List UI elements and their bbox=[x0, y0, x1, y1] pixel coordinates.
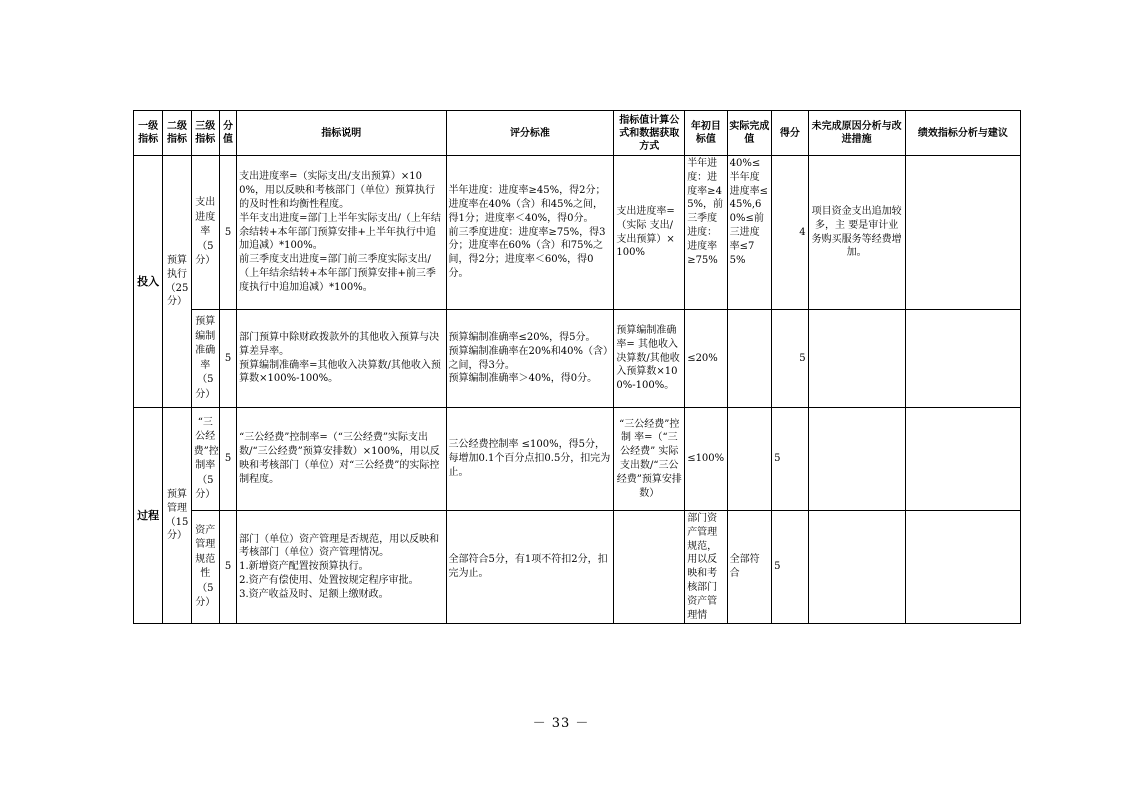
desc-cell: 支出进度率=（实际支出/支出预算）×100%，用以反映和考核部门（单位）预算执行的及时性和均衡性程度。 半年支出进度=部门上半年实际支出/（上年结余结转+本年部门预算安排+上半年执行中追加追减）*100%。 前三季度支出进度=部门前三季度实际支出/（上年结余结转+本年部门预算安排+前三季度执行中追加追减）*100%。 bbox=[237, 156, 446, 310]
got-cell: 5 bbox=[772, 310, 808, 408]
calc-cell: 预算编制准确率= 其他收入决算数/其他收入预算数×100%-100%。 bbox=[614, 310, 685, 408]
target-cell: ≤20% bbox=[685, 310, 727, 408]
header-actual: 实际完成值 bbox=[727, 111, 772, 156]
advice-cell bbox=[905, 511, 1020, 624]
advice-cell bbox=[905, 156, 1020, 310]
header-l1: 一级指标 bbox=[134, 111, 163, 156]
table-row bbox=[134, 408, 1021, 511]
got-cell: 5 bbox=[772, 408, 808, 511]
desc-cell: “三公经费”控制率=（“三公经费”实际支出数/“三公经费”预算安排数）×100%，用以反映和考核部门（单位）对“三公经费”的实际控制程度。 bbox=[237, 408, 446, 511]
std-cell: 半年进度：进度率≥45%，得2分；进度率在40%（含）和45%之间，得1分；进度率＜40%，得0分。 前三季度进度：进度率≥75%，得3分；进度率在60%（含）和75%之间，得2分；进度率＜60%，得0分。 bbox=[446, 156, 614, 310]
level3-cell: “三公经费”控制率（5分） bbox=[191, 408, 219, 511]
calc-cell bbox=[614, 511, 685, 624]
level3-cell: 预算编制准确率（5分） bbox=[191, 310, 219, 408]
header-std: 评分标准 bbox=[446, 111, 614, 156]
actual-cell bbox=[727, 310, 772, 408]
score-cell: 5 bbox=[219, 511, 236, 624]
header-advice: 绩效指标分析与建议 bbox=[905, 111, 1020, 156]
reason-cell bbox=[808, 310, 905, 408]
advice-cell bbox=[905, 408, 1020, 511]
actual-cell: 40%≤半年度进度率≤45%,60%≤前三进度率≤75% bbox=[727, 156, 772, 310]
std-cell: 预算编制准确率≤20%，得5分。 预算编制准确率在20%和40%（含）之间，得3分。 预算编制准确率＞40%，得0分。 bbox=[446, 310, 614, 408]
level1-cell: 投入 bbox=[134, 156, 163, 408]
desc-cell: 部门预算中除财政拨款外的其他收入预算与决算差异率。 预算编制准确率=其他收入决算数/其他收入预算数×100%-100%。 bbox=[237, 310, 446, 408]
header-row bbox=[134, 111, 1021, 156]
level2-cell: 预算执行（25分） bbox=[163, 156, 191, 408]
level1-cell: 过程 bbox=[134, 408, 163, 624]
target-cell: 半年进度：进度率≥45%，前三季度进度：进度率≥75% bbox=[685, 156, 727, 310]
reason-cell bbox=[808, 408, 905, 511]
table-row bbox=[134, 310, 1021, 408]
header-l2: 二级指标 bbox=[163, 111, 191, 156]
got-cell: 5 bbox=[772, 511, 808, 624]
header-desc: 指标说明 bbox=[237, 111, 446, 156]
header-target: 年初目标值 bbox=[685, 111, 727, 156]
std-cell: 三公经费控制率 ≤100%，得5分，每增加0.1个百分点扣0.5分，扣完为止。 bbox=[446, 408, 614, 511]
target-cell: ≤100% bbox=[685, 408, 727, 511]
header-reason: 未完成原因分析与改进措施 bbox=[808, 111, 905, 156]
actual-cell bbox=[727, 408, 772, 511]
advice-cell bbox=[905, 310, 1020, 408]
level3-cell: 资产管理规范性（5分） bbox=[191, 511, 219, 624]
reason-cell: 项目资金支出追加较多，主 要是审计业务购买服务等经费增加。 bbox=[808, 156, 905, 310]
header-calc: 指标值计算公式和数据获取方式 bbox=[614, 111, 685, 156]
header-l3: 三级指标 bbox=[191, 111, 219, 156]
got-cell: 4 bbox=[772, 156, 808, 310]
score-cell: 5 bbox=[219, 310, 236, 408]
table-row bbox=[134, 511, 1021, 624]
score-cell: 5 bbox=[219, 408, 236, 511]
desc-cell: 部门（单位）资产管理是否规范，用以反映和考核部门（单位）资产管理情况。 1.新增资产配置按预算执行。 2.资产有偿使用、处置按规定程序审批。 3.资产收益及时、足额上缴财政。 bbox=[237, 511, 446, 624]
performance-table bbox=[133, 110, 1021, 624]
table-row bbox=[134, 156, 1021, 310]
score-cell: 5 bbox=[219, 156, 236, 310]
calc-cell: 支出进度率=（实际 支出/支出预算）× 100% bbox=[614, 156, 685, 310]
page-number: － 33 － bbox=[532, 716, 590, 731]
level3-cell: 支出进度率（5分） bbox=[191, 156, 219, 310]
reason-cell bbox=[808, 511, 905, 624]
header-got: 得分 bbox=[772, 111, 808, 156]
header-score: 分值 bbox=[219, 111, 236, 156]
target-cell: 部门资产管理规范，用以反映和考核部门资产管理情 bbox=[685, 511, 727, 624]
level2-cell: 预算管理（15分） bbox=[163, 408, 191, 624]
std-cell: 全部符合5分，有1项不符扣2分，扣完为止。 bbox=[446, 511, 614, 624]
calc-cell: “三公经费”控制 率=（“三公经费” 实际支出数/“三公经费”预算安排数） bbox=[614, 408, 685, 511]
actual-cell: 全部符合 bbox=[727, 511, 772, 624]
